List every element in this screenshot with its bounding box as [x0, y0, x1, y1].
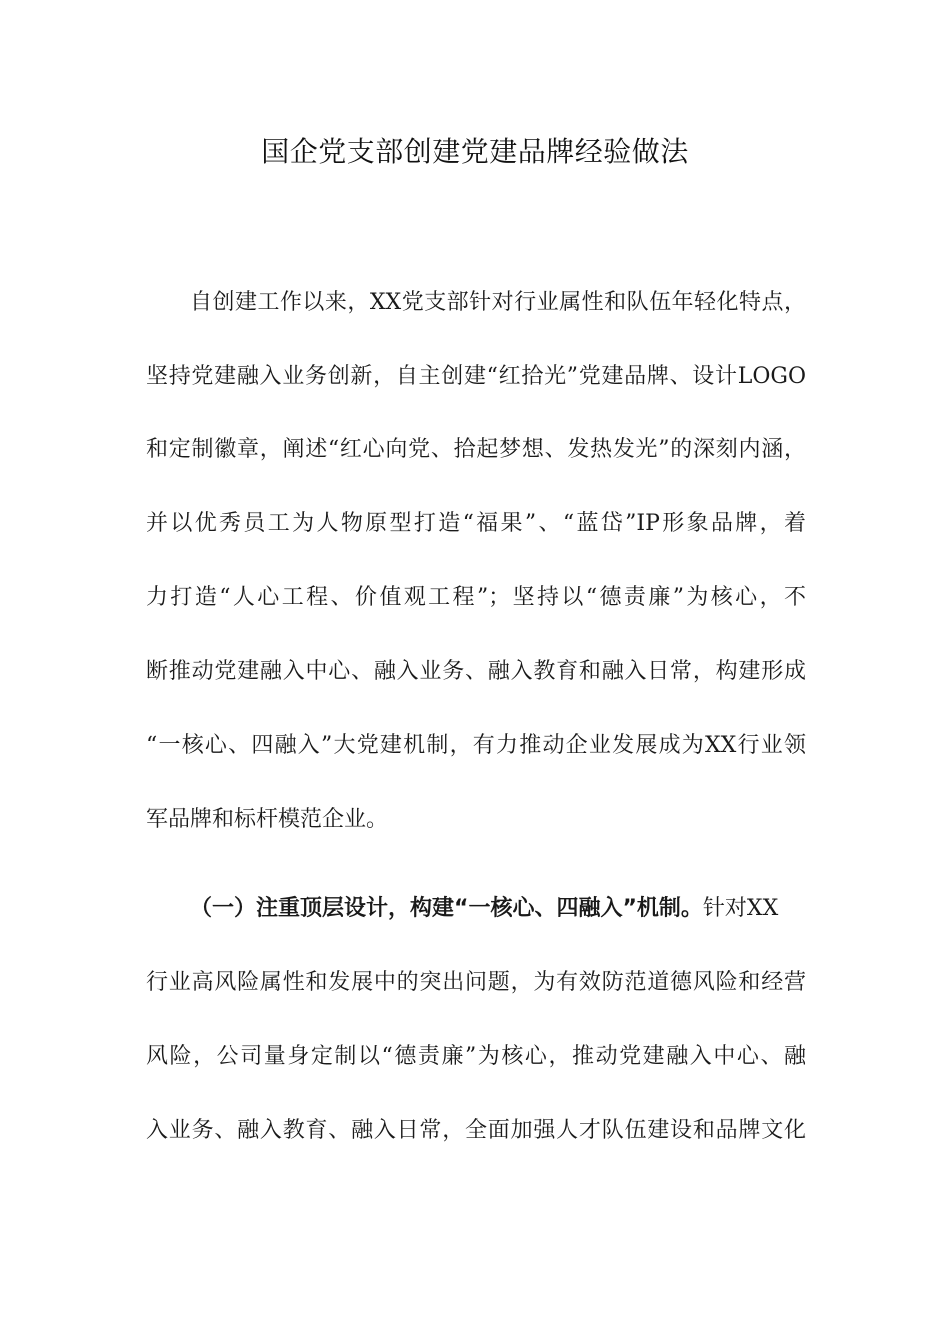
paragraph-line: 力打造“人心工程、价值观工程”；坚持以“德责廉”为核心，不	[146, 585, 806, 610]
document-title: 国企党支部创建党建品牌经验做法	[261, 135, 689, 168]
paragraph-line: 行业高风险属性和发展中的突出问题，为有效防范道德风险和经营	[146, 970, 806, 995]
paragraph-line: 坚持党建融入业务创新，自主创建“红拾光”党建品牌、设计LOGO	[146, 364, 806, 389]
section-heading: （一）注重顶层设计，构建“一核心、四融入”机制。	[190, 896, 703, 921]
paragraph-line: 断推动党建融入中心、融入业务、融入教育和融入日常，构建形成	[146, 659, 806, 684]
paragraph-line: 自创建工作以来，XX党支部针对行业属性和队伍年轻化特点，	[190, 290, 806, 315]
paragraph-line: 军品牌和标杆模范企业。	[146, 807, 389, 832]
paragraph-line: 和定制徽章，阐述“红心向党、拾起梦想、发热发光”的深刻内涵，	[146, 437, 806, 462]
paragraph-line: 风险，公司量身定制以“德责廉”为核心，推动党建融入中心、融	[146, 1044, 806, 1069]
paragraph-line: 入业务、融入教育、融入日常，全面加强人才队伍建设和品牌文化	[146, 1118, 806, 1143]
section-heading-continuation: 针对XX	[702, 896, 779, 921]
paragraph-line: 并以优秀员工为人物原型打造“福果”、“蓝岱”IP形象品牌，着	[146, 511, 806, 536]
section-first-line	[190, 894, 806, 924]
paragraph-line: “一核心、四融入”大党建机制，有力推动企业发展成为XX行业领	[146, 733, 806, 758]
